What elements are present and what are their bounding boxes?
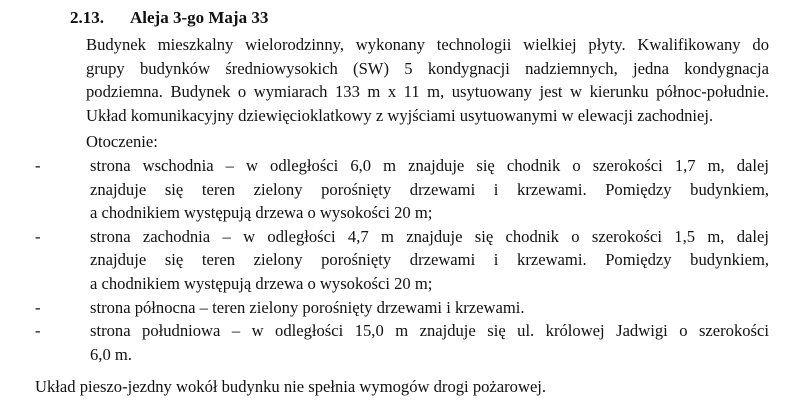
list-item-line: strona północna – teren zielony porośnięty drzewami i krzewami. xyxy=(90,297,525,317)
building-description xyxy=(35,33,769,127)
list-item-line: strona wschodnia – w odległości 6,0 m znajduje się chodnik o szerokości 1,7 m, dalej xyxy=(90,156,769,175)
list-item-north xyxy=(35,296,769,320)
list-item-line: a chodnikiem występują drzewa o wysokości 20 m; xyxy=(90,273,433,293)
section-title: Aleja 3-go Maja 33 xyxy=(130,8,269,27)
list-item-line: strona południowa – w odległości 15,0 m znajduje się ul. królowej Jadwigi o szerokości xyxy=(90,321,769,341)
description-line: podziemna. Budynek o wymiarach 133 m x 11 m, usytuowany jest w kierunku północ-południe. xyxy=(86,82,769,102)
closing-statement: Układ pieszo-jezdny wokół budynku nie spełnia wymogów drogi pożarowej. xyxy=(35,377,547,396)
list-item-line: znajduje się teren zielony porośnięty drzewami i krzewami. Pomiędzy budynkiem, xyxy=(90,179,769,199)
bullet-dash: - xyxy=(35,321,41,341)
bullet-dash: - xyxy=(35,297,41,317)
description-line: Układ komunikacyjny dziewięcioklatkowy z wyjściami usytuowanymi w elewacji zachodniej. xyxy=(86,105,714,125)
list-item-line: a chodnikiem występują drzewa o wysokości 20 m; xyxy=(90,203,433,223)
description-line: grupy budynków średniowysokich (SW) 5 kondygnacji nadziemnych, jedna kondygnacja xyxy=(86,58,769,78)
section-heading xyxy=(70,6,268,30)
bullet-dash: - xyxy=(35,226,41,246)
surroundings-list xyxy=(35,154,769,366)
list-item-east xyxy=(35,154,769,225)
surroundings-label: Otoczenie: xyxy=(86,132,158,151)
list-item-south xyxy=(35,319,769,366)
list-item-line: strona zachodnia – w odległości 4,7 m znajduje się chodnik o szerokości 1,5 m, dalej xyxy=(90,226,769,246)
bullet-dash: - xyxy=(35,156,41,175)
list-item-line: 6,0 m. xyxy=(90,344,132,364)
list-item-line: znajduje się teren zielony porośnięty drzewami i krzewami. Pomiędzy budynkiem, xyxy=(90,250,769,270)
description-line: Budynek mieszkalny wielorodzinny, wykonany technologii wielkiej płyty. Kwalifikowany do xyxy=(86,35,769,54)
list-item-west xyxy=(35,225,769,296)
section-number: 2.13. xyxy=(70,8,104,27)
